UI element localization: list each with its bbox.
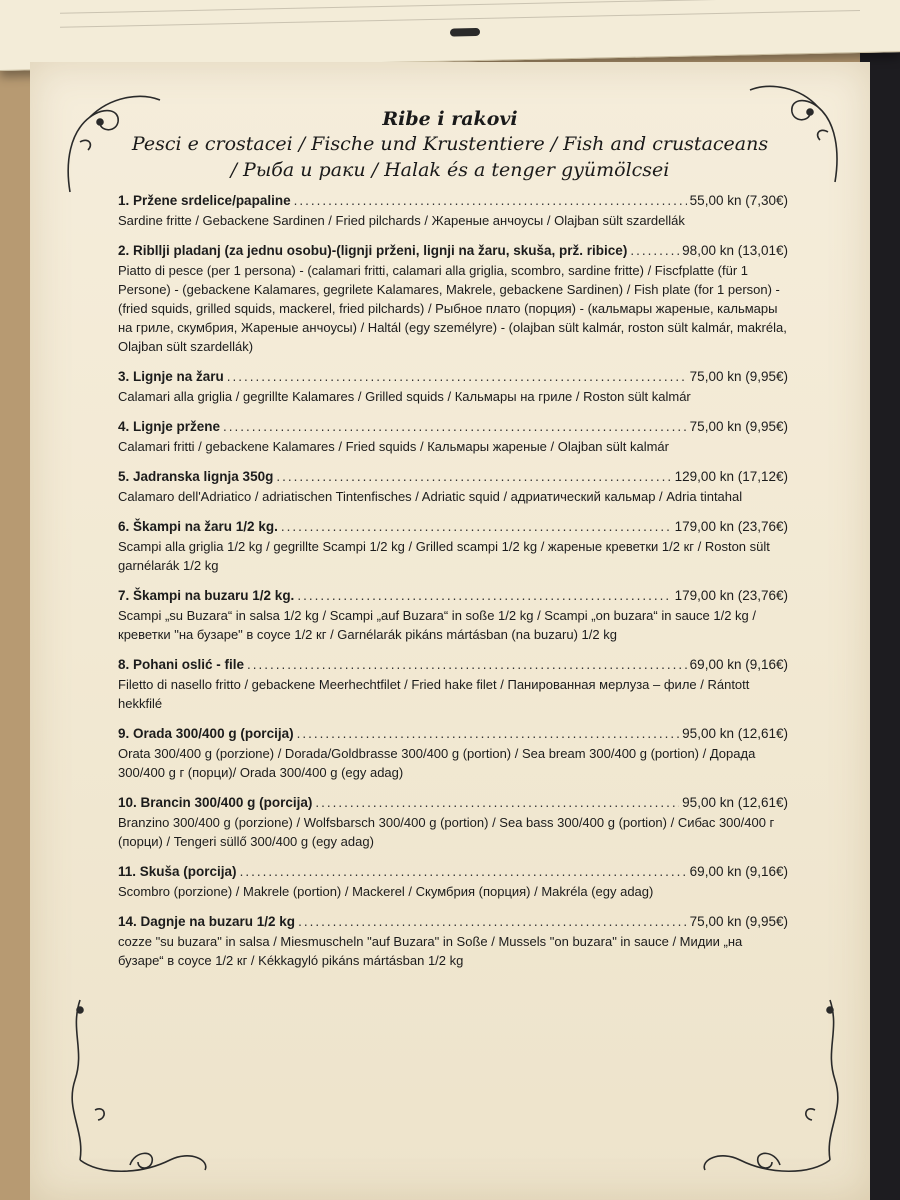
leader-dots <box>281 518 672 536</box>
menu-item-price: 129,00 kn (17,12€) <box>674 469 788 484</box>
menu-item-title-row <box>118 518 788 536</box>
menu-item-description: Sardine fritte / Gebackene Sardinen / Fried pilchards / Жареные анчоусы / Olajban sült szardellák <box>118 213 685 228</box>
menu-page <box>30 62 870 1200</box>
menu-item-title-row <box>118 418 788 436</box>
previous-page-edge <box>0 0 900 71</box>
menu-item-price: 179,00 kn (23,76€) <box>674 519 788 534</box>
menu-item-description: Scampi „su Buzara“ in salsa 1/2 kg / Scampi „auf Buzara“ in soße 1/2 kg / Scampi „on buzara“ in sauce 1/2 kg / креветки "на бузаре" в соусе 1/2 кг / Garnélarák pikáns mártásban (na buzaru) 1/2 kg <box>118 608 757 642</box>
leader-dots <box>298 913 687 931</box>
menu-item-title-row <box>118 656 788 674</box>
leader-dots <box>240 863 687 881</box>
menu-item <box>118 656 788 713</box>
menu-item <box>118 725 788 782</box>
menu-item-name: 9. Orada 300/400 g (porcija) <box>118 726 294 741</box>
menu-item-title-row <box>118 242 788 260</box>
leader-dots <box>294 192 687 210</box>
leader-dots <box>247 656 687 674</box>
menu-item <box>118 368 788 406</box>
menu-item-description: Filetto di nasello fritto / gebackene Meerhechtfilet / Fried hake filet / Панированная мерлуза – филе / Rántott hekkfilé <box>118 677 750 711</box>
menu-item-description: Calamari fritti / gebackene Kalamares / Fried squids / Кальмары жареные / Olajban sült kalmár <box>118 439 669 454</box>
menu-item-name: 4. Lignje pržene <box>118 419 221 434</box>
leader-dots <box>297 587 671 605</box>
menu-item-description: cozze "su buzara" in salsa / Miesmuscheln "auf Buzara" in Soße / Mussels "on buzara" in sauce / Мидии „на бузаре“ в соусе 1/2 кг / Kékkagyló pikáns mártásban 1/2 kg <box>118 934 743 968</box>
leader-dots <box>297 725 680 743</box>
menu-item <box>118 913 788 970</box>
menu-item <box>118 863 788 901</box>
section-subtitle-line2: / Рыба и раки / Halak és a tenger gyümölcsei <box>230 159 670 181</box>
leader-dots <box>630 242 679 260</box>
menu-item-name: 10. Brancin 300/400 g (porcija) <box>118 795 313 810</box>
menu-item-name: 3. Lignje na žaru <box>118 369 224 384</box>
menu-item-title-row <box>118 587 788 605</box>
menu-item-description: Scombro (porzione) / Makrele (portion) / Mackerel / Скумбрия (порция) / Makréla (egy adag) <box>118 884 654 899</box>
leader-dots <box>223 418 687 436</box>
flourish-bottom-left-icon <box>40 990 220 1190</box>
menu-item <box>118 468 788 506</box>
menu-item-description: Calamaro dell'Adriatico / adriatischen Tintenfisches / Adriatic squid / адриатический кальмар / Adria tintahal <box>118 489 743 504</box>
menu-item <box>118 794 788 851</box>
menu-item-name: 7. Škampi na buzaru 1/2 kg. <box>118 588 295 603</box>
menu-item-name: 1. Pržene srdelice/papaline <box>118 193 291 208</box>
menu-item-name: 8. Pohani oslić - file <box>118 657 245 672</box>
leader-dots <box>276 468 671 486</box>
menu-heading <box>30 108 870 182</box>
menu-item-title-row <box>118 468 788 486</box>
menu-item <box>118 587 788 644</box>
menu-item-list <box>118 192 788 982</box>
menu-item-description: Piatto di pesce (per 1 persona) - (calamari fritti, calamari alla griglia, scombro, sardine fritte) / Fiscfplatte (für 1 Persone) - (gebackene Kalamares, gegrilete Kalamares, Makrele, gebackene Sardinen) / Fish plate (for 1 person) - (fried squids, grilled squids, mackerel, fried pilchards) / Рыбное плато (порция) - (кальмары жареные, кальмары на гриле, скумбрия, Жареные анчоусы) / Haltál (egy személyre) - (olajban sült kalmár, roston sült kalmár, makréla, Olajban sült szardellák) <box>118 263 787 354</box>
menu-item-name: 14. Dagnje na buzaru 1/2 kg <box>118 914 296 929</box>
flourish-bottom-right-icon <box>690 990 870 1190</box>
menu-item-price: 75,00 kn (9,95€) <box>689 369 788 384</box>
menu-item-title-row <box>118 725 788 743</box>
menu-item-name: 2. Ribllji pladanj (za jednu osobu)-(lignji prženi, lignji na žaru, skuša, prž. ribice) <box>118 243 628 258</box>
menu-item-price: 95,00 kn (12,61€) <box>682 795 788 810</box>
menu-item-price: 55,00 kn (7,30€) <box>689 193 788 208</box>
menu-item <box>118 418 788 456</box>
menu-item-description: Scampi alla griglia 1/2 kg / gegrillte Scampi 1/2 kg / Grilled scampi 1/2 kg / жареные креветки 1/2 кг / Roston sült garnélarák 1/2 kg <box>118 539 770 573</box>
menu-item <box>118 192 788 230</box>
menu-item-description: Orata 300/400 g (porzione) / Dorada/Goldbrasse 300/400 g (portion) / Sea bream 300/400 g (portion) / Дорада 300/400 g г (порци)/ Orada 300/400 g (egy adag) <box>118 746 756 780</box>
menu-item-price: 75,00 kn (9,95€) <box>689 914 788 929</box>
section-subtitle-line1: Pesci e crostacei / Fische und Krustentiere / Fish and crustaceans <box>131 133 769 155</box>
menu-item <box>118 518 788 575</box>
menu-item-title-row <box>118 794 788 812</box>
leader-dots <box>315 794 679 812</box>
menu-item-price: 69,00 kn (9,16€) <box>689 864 788 879</box>
menu-item-name: 11. Skuša (porcija) <box>118 864 237 879</box>
menu-item-name: 5. Jadranska lignja 350g <box>118 469 274 484</box>
menu-item <box>118 242 788 356</box>
menu-item-price: 75,00 kn (9,95€) <box>689 419 788 434</box>
menu-item-title-row <box>118 863 788 881</box>
menu-item-description: Branzino 300/400 g (porzione) / Wolfsbarsch 300/400 g (portion) / Sea bass 300/400 g (portion) / Сибас 300/400 г (порци) / Tengeri süllő 300/400 g (egy adag) <box>118 815 775 849</box>
page-ornament <box>450 28 480 37</box>
menu-item-title-row <box>118 368 788 386</box>
menu-item-title-row <box>118 913 788 931</box>
menu-item-price: 98,00 kn (13,01€) <box>682 243 788 258</box>
leader-dots <box>227 368 687 386</box>
menu-item-title-row <box>118 192 788 210</box>
menu-item-price: 179,00 kn (23,76€) <box>674 588 788 603</box>
menu-item-price: 69,00 kn (9,16€) <box>689 657 788 672</box>
menu-item-price: 95,00 kn (12,61€) <box>682 726 788 741</box>
menu-item-name: 6. Škampi na žaru 1/2 kg. <box>118 519 278 534</box>
menu-item-description: Calamari alla griglia / gegrillte Kalamares / Grilled squids / Кальмары на гриле / Roston sült kalmár <box>118 389 691 404</box>
section-title: Ribe i rakovi <box>382 108 518 130</box>
